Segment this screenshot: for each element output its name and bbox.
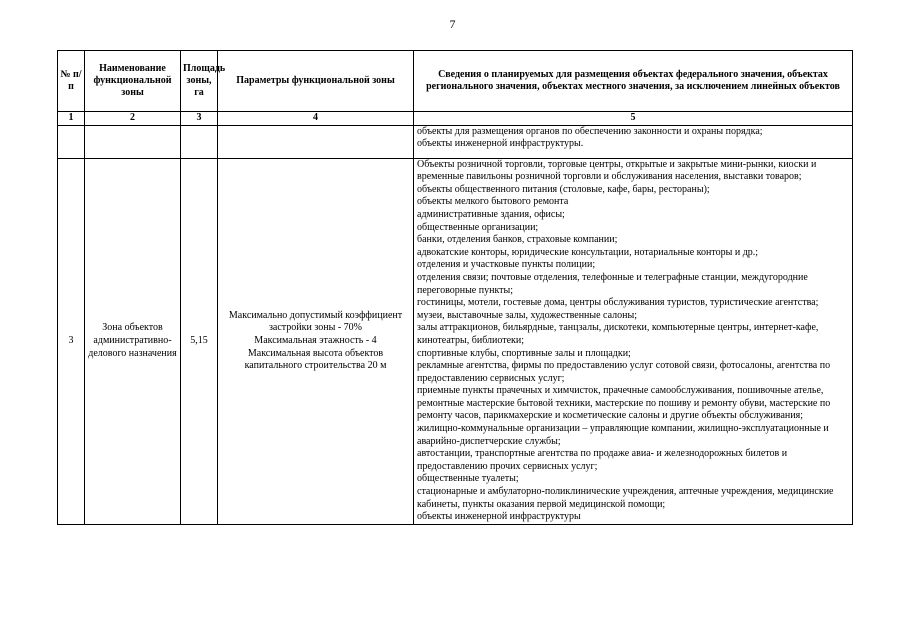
object-item: объекты для размещения органов по обеспечению законности и охраны порядка;	[417, 125, 763, 137]
empty-cell	[58, 125, 85, 158]
object-item: отделения связи; почтовые отделения, телефонные и телеграфные станции, междугородние переговорные пункты;	[417, 271, 808, 296]
object-item: объекты мелкого бытового ремонта	[417, 196, 569, 208]
object-item: автостанции, транспортные агентства по продаже авиа- и железнодорожных билетов и предоставлению прочих сервисных услуг;	[417, 448, 788, 472]
objects-cell	[414, 158, 853, 524]
object-item: общественные организации;	[417, 221, 539, 233]
header-number: № п/п	[58, 51, 85, 112]
column-number: 5	[414, 112, 853, 126]
object-item: объекты общественного питания (столовые, кафе, бары, рестораны);	[417, 183, 710, 195]
object-item: объекты инженерной инфраструктуры	[417, 511, 581, 523]
column-number: 1	[58, 112, 85, 126]
header-row	[58, 51, 853, 112]
object-item: банки, отделения банков, страховые компании;	[417, 234, 618, 246]
object-item: жилищно-коммунальные организации – управляющие компании, жилищно-эксплуатационные и аварийно-диспетчерские службы;	[417, 423, 829, 447]
object-item: стационарные и амбулаторно-поликлинические учреждения, аптечные учреждения, медицинские кабинеты, пункты оказания первой медицинской помощи;	[417, 486, 834, 510]
object-item: залы аттракционов, бильярдные, танцзалы, дискотеки, компьютерные центры, интернет-кафе, кинотеатры, библиотеки;	[417, 322, 819, 346]
object-item: объекты инженерной инфраструктуры.	[417, 138, 584, 150]
continuation-objects-cell	[414, 125, 853, 158]
object-item: отделения и участковые пункты полиции;	[417, 259, 596, 271]
parameter-item: Максимальная высота объектов капитального строительства 20 м	[244, 347, 387, 372]
object-item: рекламные агентства, фирмы по предоставлению услуг сотовой связи, фотосалоны, агентства по предоставлению сервисных услуг;	[417, 360, 831, 384]
column-number: 3	[181, 112, 218, 126]
row-number: 3	[58, 158, 85, 524]
zones-table	[57, 50, 853, 525]
table-row	[58, 158, 853, 524]
zone-area: 5,15	[181, 158, 218, 524]
header-area: Площадь зоны, га	[181, 51, 218, 112]
parameter-item: Максимальная этажность - 4	[254, 334, 377, 346]
header-parameters: Параметры функциональной зоны	[218, 51, 414, 112]
object-item: Объекты розничной торговли, торговые центры, открытые и закрытые мини-рынки, киоски и временные павильоны розничной торговли и обслуживания населения, выставки товаров;	[417, 158, 817, 183]
empty-cell	[85, 125, 181, 158]
object-item: музеи, выставочные залы, художественные салоны;	[417, 309, 637, 321]
object-item: адвокатские конторы, юридические консультации, нотариальные конторы и др.;	[417, 246, 759, 258]
object-item: гостиницы, мотели, гостевые дома, центры обслуживания туристов, туристические агентства;	[417, 297, 819, 309]
column-number: 2	[85, 112, 181, 126]
continuation-row	[58, 125, 853, 158]
zone-name: Зона объектов административно-делового назначения	[85, 158, 181, 524]
parameter-item: Максимально допустимый коэффициент застройки зоны - 70%	[228, 309, 403, 334]
header-zone-name: Наименование функциональной зоны	[85, 51, 181, 112]
empty-cell	[218, 125, 414, 158]
object-item: спортивные клубы, спортивные залы и площадки;	[417, 347, 631, 359]
empty-cell	[181, 125, 218, 158]
column-number: 4	[218, 112, 414, 126]
object-item: административные здания, офисы;	[417, 208, 565, 220]
zone-parameters	[218, 158, 414, 524]
column-number-row	[58, 112, 853, 126]
object-item: общественные туалеты;	[417, 473, 519, 485]
object-item: приемные пункты прачечных и химчисток, прачечные самообслуживания, пошивочные ателье, ремонтные мастерские бытовой техники, мастерские по пошиву и ремонту обуви, мастерские по ремонту часов, парикмахерские и косметические салоны и другие объекты обслуживания;	[417, 385, 831, 422]
page-number: 7	[449, 17, 456, 31]
header-objects: Сведения о планируемых для размещения объектах федерального значения, объектах регионального значения, объектах местного значения, за исключением линейных объектов	[414, 51, 853, 112]
